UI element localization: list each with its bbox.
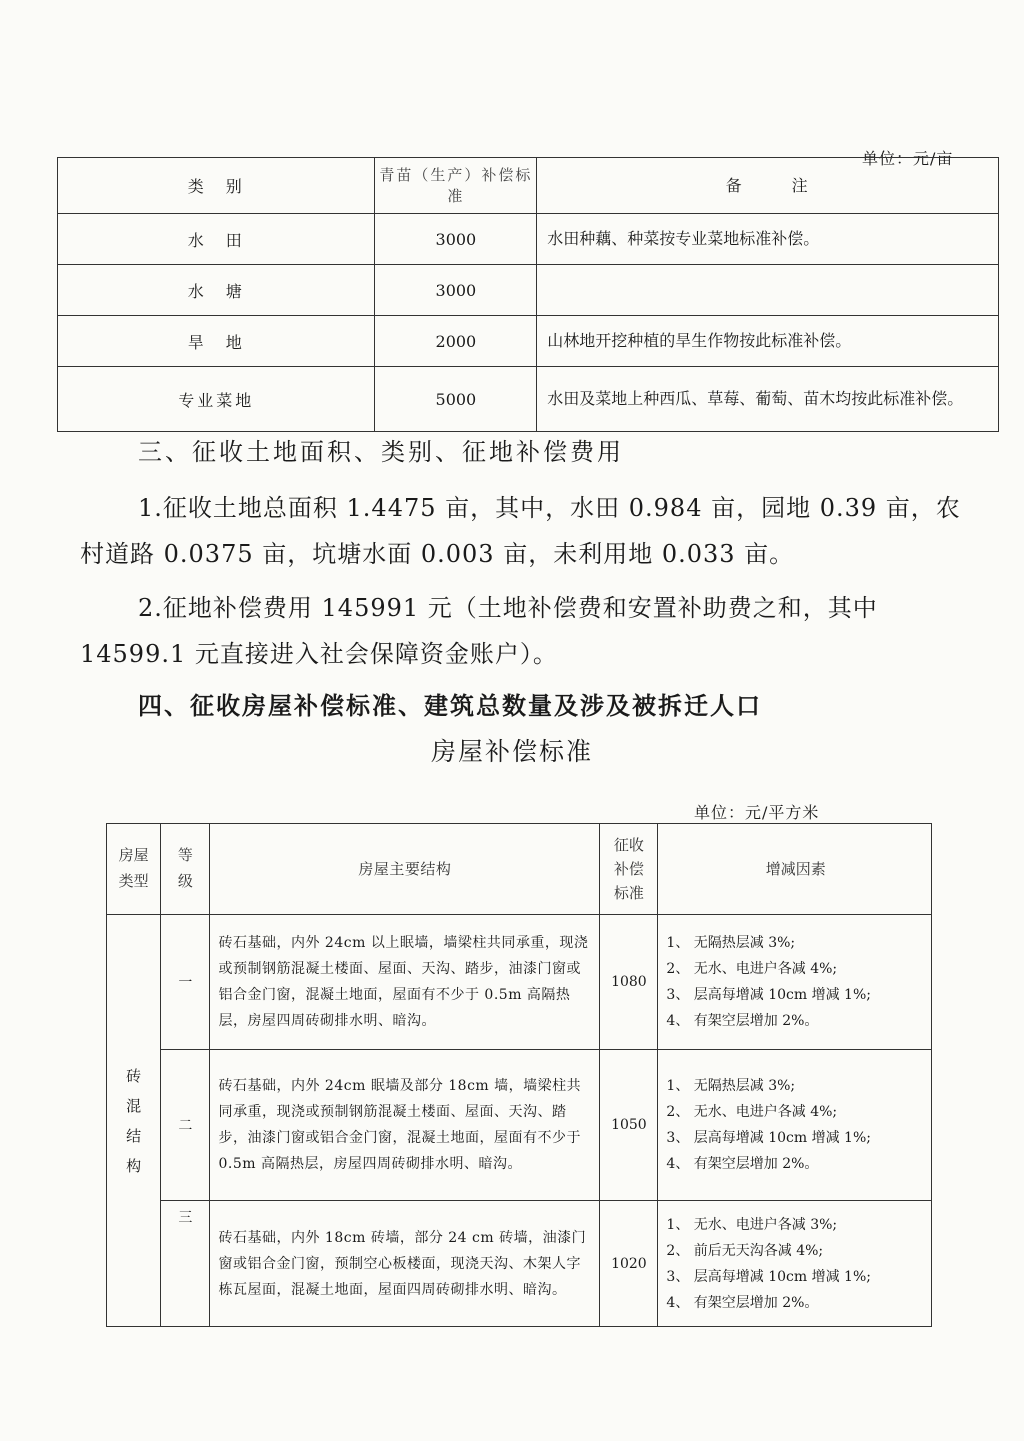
table2-title: 房屋补偿标准 [430, 737, 593, 766]
cell-standard: 1080 [600, 915, 658, 1050]
cell-remark: 水田种藕、种菜按专业菜地标准补偿。 [537, 214, 999, 265]
cell-structure: 砖石基础，内外 24cm 以上眠墙，墙梁柱共同承重，现浇或预制钢筋混凝土楼面、屋面、天沟、踏步，油漆门窗或铝合金门窗，混凝土地面，屋面有不少于 0.5m 高隔热层，房屋四周砖砌排水明、暗沟。 [210, 915, 600, 1050]
table-row [107, 915, 932, 1050]
cell-structure: 砖石基础，内外 18cm 砖墙，部分 24 cm 砖墙，油漆门窗或铝合金门窗，预制空心板楼面，现浇天沟、木架人字栋瓦屋面，混凝土地面，屋面四周砖砌排水明、暗沟。 [210, 1201, 600, 1327]
table-row [58, 214, 999, 265]
factor-item: 1、 无隔热层减 3%; [666, 935, 796, 951]
factor-item: 2、 无水、电进户各减 4%; [666, 961, 838, 977]
cell-factors [658, 915, 932, 1050]
unit-label-bottom: 单位：元/平方米 [694, 803, 820, 822]
cell-standard: 3000 [375, 265, 537, 316]
cell-category: 水 塘 [58, 265, 375, 316]
cell-house-type [107, 915, 161, 1327]
table-row [58, 265, 999, 316]
section-3-heading: 三、征收土地面积、类别、征地补偿费用 [138, 438, 624, 466]
factor-item: 2、 无水、电进户各减 4%; [666, 1104, 838, 1120]
cell-structure: 砖石基础，内外 24cm 眠墙及部分 18cm 墙，墙梁柱共同承重，现浇或预制钢筋混凝土楼面、屋面、天沟、踏步，油漆门窗或铝合金门窗，混凝土地面，屋面有不少于 0.5m 高隔热层，房屋四周砖砌排水明、暗沟。 [210, 1050, 600, 1201]
house-compensation-table [106, 823, 932, 1327]
cell-standard: 1050 [600, 1050, 658, 1201]
cell-remark [537, 265, 999, 316]
cell-grade: 三 [161, 1201, 210, 1327]
factor-item: 1、 无隔热层减 3%; [666, 1078, 796, 1094]
cell-category: 水 田 [58, 214, 375, 265]
factor-item: 3、 层高每增减 10cm 增减 1%; [666, 1268, 871, 1285]
factor-item: 3、 层高每增减 10cm 增减 1%; [666, 987, 871, 1003]
header-standard: 青苗（生产）补偿标准 [375, 158, 537, 214]
header-house-type [107, 824, 161, 915]
factor-item: 3、 层高每增减 10cm 增减 1%; [666, 1130, 871, 1146]
cell-category: 旱 地 [58, 316, 375, 367]
cell-standard: 1020 [600, 1201, 658, 1327]
header-grade-text: 等级 [177, 846, 193, 890]
factor-item: 4、 有架空层增加 2%。 [666, 1156, 819, 1172]
header-house-type-text: 房屋类型 [118, 846, 149, 890]
factor-item: 4、 有架空层增加 2%。 [666, 1294, 819, 1311]
section-4-heading: 四、征收房屋补偿标准、建筑总数量及涉及被拆迁人口 [138, 691, 762, 720]
crop-compensation-table [57, 157, 999, 432]
header-category: 类 别 [58, 158, 375, 214]
header-grade [161, 824, 210, 915]
table-header-row [58, 158, 999, 214]
factor-item: 1、 无水、电进户各减 3%; [666, 1216, 838, 1233]
cell-standard: 2000 [375, 316, 537, 367]
table-row [107, 1201, 932, 1327]
cell-grade: 一 [161, 915, 210, 1050]
header-factors: 增减因素 [658, 824, 932, 915]
paragraph-1-line-2: 村道路 0.0375 亩，坑塘水面 0.003 亩，未利用地 0.033 亩。 [80, 540, 795, 568]
paragraph-1-line-1: 1.征收土地总面积 1.4475 亩，其中，水田 0.984 亩，园地 0.39 亩，农 [138, 494, 961, 522]
unit-label-top: 单位：元/亩 [862, 149, 954, 168]
table-row [58, 367, 999, 432]
table-row [58, 316, 999, 367]
header-standard [600, 824, 658, 915]
factor-item: 2、 前后无天沟各减 4%; [666, 1242, 824, 1259]
cell-remark: 水田及菜地上种西瓜、草莓、葡萄、苗木均按此标准补偿。 [537, 367, 999, 432]
header-structure: 房屋主要结构 [210, 824, 600, 915]
paragraph-2-line-1: 2.征地补偿费用 145991 元（土地补偿费和安置补助费之和，其中 [138, 594, 878, 622]
house-type-text: 砖混结构 [126, 1066, 142, 1175]
cell-standard: 3000 [375, 214, 537, 265]
header-remark: 备 注 [537, 158, 999, 214]
table-row [107, 1050, 932, 1201]
factor-item: 4、 有架空层增加 2%。 [666, 1013, 819, 1029]
cell-remark: 山林地开挖种植的旱生作物按此标准补偿。 [537, 316, 999, 367]
table-header-row [107, 824, 932, 915]
paragraph-2-line-2: 14599.1 元直接进入社会保障资金账户）。 [80, 640, 558, 668]
cell-factors [658, 1201, 932, 1327]
cell-category: 专业菜地 [58, 367, 375, 432]
cell-standard: 5000 [375, 367, 537, 432]
header-standard-text: 征收补偿标准 [613, 836, 644, 902]
cell-grade: 二 [161, 1050, 210, 1201]
cell-factors [658, 1050, 932, 1201]
